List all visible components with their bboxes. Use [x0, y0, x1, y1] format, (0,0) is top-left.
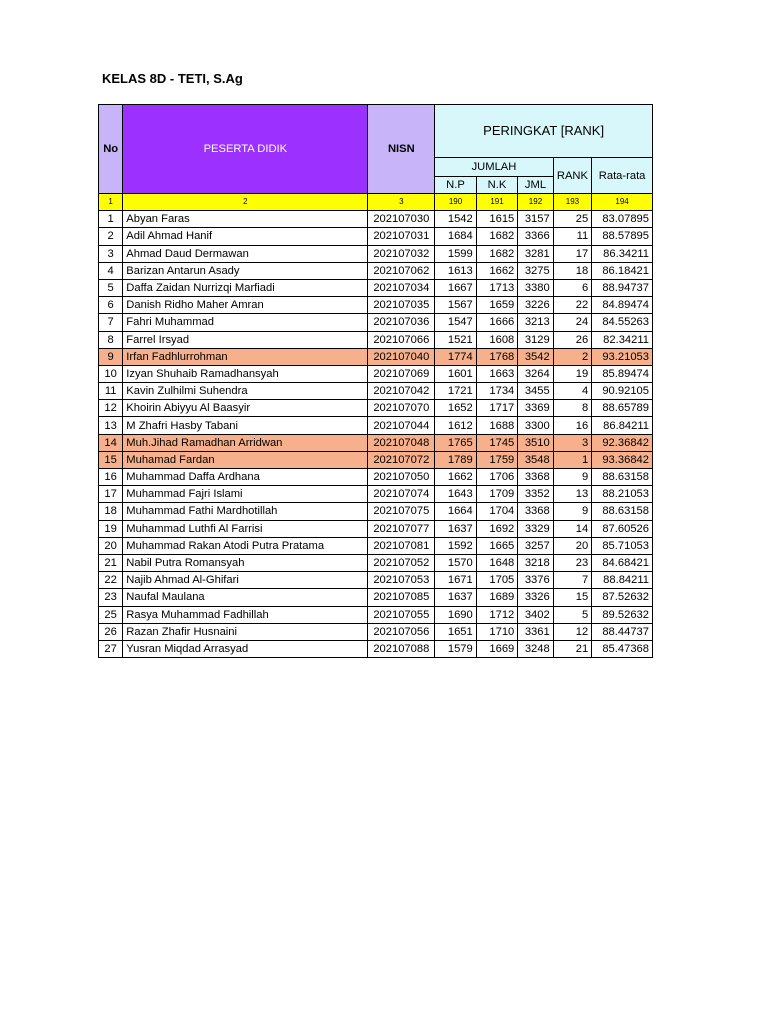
cell-np: 1637	[435, 520, 477, 537]
cell-nisn: 202107030	[368, 211, 435, 228]
header-jumlah: JUMLAH	[435, 158, 553, 177]
cell-jml: 3248	[518, 640, 553, 657]
table-row	[99, 451, 653, 468]
cell-np: 1690	[435, 606, 477, 623]
cell-jml: 3213	[518, 314, 553, 331]
cell-student-name: Danish Ridho Maher Amran	[123, 297, 368, 314]
cell-no: 25	[99, 606, 123, 623]
cell-nk: 1659	[476, 297, 518, 314]
header-rank: RANK	[553, 158, 591, 194]
cell-jml: 3376	[518, 572, 553, 589]
cell-average: 85.47368	[592, 640, 653, 657]
cell-rank: 6	[553, 279, 591, 296]
index-cell: 2	[123, 194, 368, 211]
cell-average: 84.68421	[592, 554, 653, 571]
cell-np: 1612	[435, 417, 477, 434]
cell-nk: 1669	[476, 640, 518, 657]
cell-np: 1643	[435, 486, 477, 503]
cell-average: 85.89474	[592, 365, 653, 382]
table-row	[99, 365, 653, 382]
cell-student-name: Barizan Antarun Asady	[123, 262, 368, 279]
cell-np: 1601	[435, 365, 477, 382]
cell-nisn: 202107048	[368, 434, 435, 451]
cell-jml: 3368	[518, 503, 553, 520]
cell-student-name: Najib Ahmad Al-Ghifari	[123, 572, 368, 589]
cell-average: 82.34211	[592, 331, 653, 348]
cell-nisn: 202107062	[368, 262, 435, 279]
cell-np: 1521	[435, 331, 477, 348]
cell-nisn: 202107031	[368, 228, 435, 245]
cell-rank: 4	[553, 383, 591, 400]
cell-np: 1671	[435, 572, 477, 589]
cell-no: 21	[99, 554, 123, 571]
cell-student-name: Abyan Faras	[123, 211, 368, 228]
cell-np: 1613	[435, 262, 477, 279]
cell-no: 22	[99, 572, 123, 589]
cell-nisn: 202107056	[368, 623, 435, 640]
cell-nk: 1682	[476, 228, 518, 245]
cell-np: 1592	[435, 537, 477, 554]
cell-rank: 25	[553, 211, 591, 228]
cell-nisn: 202107035	[368, 297, 435, 314]
cell-np: 1667	[435, 279, 477, 296]
cell-nisn: 202107042	[368, 383, 435, 400]
cell-average: 87.52632	[592, 589, 653, 606]
table-row	[99, 228, 653, 245]
cell-no: 20	[99, 537, 123, 554]
cell-jml: 3264	[518, 365, 553, 382]
header-no: No	[99, 105, 123, 194]
cell-average: 89.52632	[592, 606, 653, 623]
cell-no: 26	[99, 623, 123, 640]
cell-average: 88.84211	[592, 572, 653, 589]
cell-nk: 1713	[476, 279, 518, 296]
cell-jml: 3402	[518, 606, 553, 623]
index-cell: 191	[476, 194, 518, 211]
cell-nk: 1717	[476, 400, 518, 417]
cell-jml: 3257	[518, 537, 553, 554]
cell-rank: 26	[553, 331, 591, 348]
cell-np: 1637	[435, 589, 477, 606]
cell-student-name: Irfan Fadhlurrohman	[123, 348, 368, 365]
cell-average: 88.63158	[592, 503, 653, 520]
cell-student-name: Farrel Irsyad	[123, 331, 368, 348]
table-row	[99, 400, 653, 417]
index-cell: 193	[553, 194, 591, 211]
cell-jml: 3380	[518, 279, 553, 296]
table-row	[99, 211, 653, 228]
sheet-title: KELAS 8D - TETI, S.Ag	[102, 71, 243, 86]
cell-rank: 19	[553, 365, 591, 382]
cell-rank: 1	[553, 451, 591, 468]
cell-rank: 16	[553, 417, 591, 434]
cell-average: 87.60526	[592, 520, 653, 537]
cell-student-name: Naufal Maulana	[123, 589, 368, 606]
cell-no: 14	[99, 434, 123, 451]
cell-np: 1789	[435, 451, 477, 468]
cell-nk: 1709	[476, 486, 518, 503]
cell-nisn: 202107055	[368, 606, 435, 623]
cell-nisn: 202107069	[368, 365, 435, 382]
cell-no: 9	[99, 348, 123, 365]
cell-jml: 3369	[518, 400, 553, 417]
cell-no: 10	[99, 365, 123, 382]
header-jml: JML	[518, 176, 553, 193]
cell-jml: 3218	[518, 554, 553, 571]
cell-jml: 3368	[518, 469, 553, 486]
cell-jml: 3226	[518, 297, 553, 314]
cell-nk: 1608	[476, 331, 518, 348]
cell-nisn: 202107085	[368, 589, 435, 606]
cell-no: 3	[99, 245, 123, 262]
header-nk: N.K	[476, 176, 518, 193]
index-cell: 1	[99, 194, 123, 211]
table-row	[99, 640, 653, 657]
cell-rank: 17	[553, 245, 591, 262]
cell-student-name: Muhammad Fathi Mardhotillah	[123, 503, 368, 520]
index-cell: 190	[435, 194, 477, 211]
cell-jml: 3510	[518, 434, 553, 451]
cell-average: 88.94737	[592, 279, 653, 296]
cell-no: 5	[99, 279, 123, 296]
cell-nk: 1682	[476, 245, 518, 262]
cell-jml: 3455	[518, 383, 553, 400]
table-row	[99, 606, 653, 623]
cell-student-name: Muhammad Luthfi Al Farrisi	[123, 520, 368, 537]
cell-jml: 3157	[518, 211, 553, 228]
cell-nisn: 202107052	[368, 554, 435, 571]
table-row	[99, 503, 653, 520]
cell-nk: 1692	[476, 520, 518, 537]
cell-rank: 2	[553, 348, 591, 365]
cell-rank: 9	[553, 469, 591, 486]
table-row	[99, 469, 653, 486]
cell-nisn: 202107034	[368, 279, 435, 296]
table-row	[99, 434, 653, 451]
cell-nisn: 202107066	[368, 331, 435, 348]
cell-nk: 1662	[476, 262, 518, 279]
cell-np: 1652	[435, 400, 477, 417]
cell-student-name: Kavin Zulhilmi Suhendra	[123, 383, 368, 400]
table-row	[99, 262, 653, 279]
cell-no: 7	[99, 314, 123, 331]
cell-rank: 8	[553, 400, 591, 417]
header-np: N.P	[435, 176, 477, 193]
cell-nk: 1666	[476, 314, 518, 331]
header-peserta-didik: PESERTA DIDIK	[123, 105, 368, 194]
cell-nk: 1706	[476, 469, 518, 486]
cell-average: 93.36842	[592, 451, 653, 468]
cell-rank: 3	[553, 434, 591, 451]
cell-rank: 24	[553, 314, 591, 331]
cell-rank: 5	[553, 606, 591, 623]
cell-no: 27	[99, 640, 123, 657]
cell-student-name: M Zhafri Hasby Tabani	[123, 417, 368, 434]
table-row	[99, 623, 653, 640]
cell-nisn: 202107074	[368, 486, 435, 503]
cell-average: 85.71053	[592, 537, 653, 554]
column-index-row	[99, 194, 653, 211]
cell-nk: 1704	[476, 503, 518, 520]
cell-no: 8	[99, 331, 123, 348]
cell-nk: 1710	[476, 623, 518, 640]
cell-jml: 3548	[518, 451, 553, 468]
cell-average: 84.55263	[592, 314, 653, 331]
cell-nisn: 202107032	[368, 245, 435, 262]
cell-np: 1765	[435, 434, 477, 451]
cell-rank: 22	[553, 297, 591, 314]
table-row	[99, 314, 653, 331]
cell-student-name: Razan Zhafir Husnaini	[123, 623, 368, 640]
table-row	[99, 554, 653, 571]
cell-nisn: 202107088	[368, 640, 435, 657]
cell-jml: 3275	[518, 262, 553, 279]
cell-nisn: 202107044	[368, 417, 435, 434]
cell-rank: 18	[553, 262, 591, 279]
cell-average: 90.92105	[592, 383, 653, 400]
cell-nisn: 202107040	[368, 348, 435, 365]
header-nisn: NISN	[368, 105, 435, 194]
cell-student-name: Nabil Putra Romansyah	[123, 554, 368, 571]
cell-no: 17	[99, 486, 123, 503]
cell-rank: 12	[553, 623, 591, 640]
cell-np: 1579	[435, 640, 477, 657]
cell-nisn: 202107075	[368, 503, 435, 520]
cell-student-name: Khoirin Abiyyu Al Baasyir	[123, 400, 368, 417]
cell-student-name: Muhammad Fajri Islami	[123, 486, 368, 503]
index-cell: 3	[368, 194, 435, 211]
cell-nk: 1615	[476, 211, 518, 228]
cell-no: 18	[99, 503, 123, 520]
cell-nk: 1665	[476, 537, 518, 554]
table-row	[99, 279, 653, 296]
cell-np: 1662	[435, 469, 477, 486]
cell-np: 1721	[435, 383, 477, 400]
index-cell: 194	[592, 194, 653, 211]
cell-nk: 1688	[476, 417, 518, 434]
cell-no: 1	[99, 211, 123, 228]
cell-student-name: Muh.Jihad Ramadhan Arridwan	[123, 434, 368, 451]
cell-nk: 1663	[476, 365, 518, 382]
cell-average: 88.44737	[592, 623, 653, 640]
table-row	[99, 417, 653, 434]
cell-rank: 11	[553, 228, 591, 245]
cell-student-name: Yusran Miqdad Arrasyad	[123, 640, 368, 657]
cell-jml: 3129	[518, 331, 553, 348]
table-row	[99, 297, 653, 314]
cell-average: 88.65789	[592, 400, 653, 417]
cell-jml: 3329	[518, 520, 553, 537]
cell-np: 1599	[435, 245, 477, 262]
cell-no: 23	[99, 589, 123, 606]
cell-jml: 3281	[518, 245, 553, 262]
cell-nk: 1648	[476, 554, 518, 571]
table-row	[99, 348, 653, 365]
cell-np: 1651	[435, 623, 477, 640]
cell-average: 86.84211	[592, 417, 653, 434]
cell-average: 92.36842	[592, 434, 653, 451]
table-row	[99, 383, 653, 400]
cell-average: 86.18421	[592, 262, 653, 279]
cell-nk: 1745	[476, 434, 518, 451]
cell-np: 1774	[435, 348, 477, 365]
cell-no: 16	[99, 469, 123, 486]
cell-np: 1567	[435, 297, 477, 314]
cell-nisn: 202107081	[368, 537, 435, 554]
cell-average: 88.63158	[592, 469, 653, 486]
cell-student-name: Ahmad Daud Dermawan	[123, 245, 368, 262]
cell-rank: 20	[553, 537, 591, 554]
cell-student-name: Muhammad Rakan Atodi Putra Pratama	[123, 537, 368, 554]
header-rata-rata: Rata-rata	[592, 158, 653, 194]
cell-np: 1542	[435, 211, 477, 228]
cell-student-name: Daffa Zaidan Nurrizqi Marfiadi	[123, 279, 368, 296]
cell-student-name: Rasya Muhammad Fadhillah	[123, 606, 368, 623]
cell-rank: 15	[553, 589, 591, 606]
cell-nisn: 202107053	[368, 572, 435, 589]
table-row	[99, 589, 653, 606]
cell-np: 1570	[435, 554, 477, 571]
cell-jml: 3300	[518, 417, 553, 434]
cell-rank: 21	[553, 640, 591, 657]
cell-average: 88.21053	[592, 486, 653, 503]
cell-jml: 3352	[518, 486, 553, 503]
table-row	[99, 245, 653, 262]
cell-rank: 23	[553, 554, 591, 571]
table-row	[99, 572, 653, 589]
cell-nisn: 202107077	[368, 520, 435, 537]
table-row	[99, 537, 653, 554]
table-row	[99, 331, 653, 348]
cell-student-name: Muhammad Daffa Ardhana	[123, 469, 368, 486]
cell-no: 19	[99, 520, 123, 537]
cell-nisn: 202107070	[368, 400, 435, 417]
cell-average: 83.07895	[592, 211, 653, 228]
table-row	[99, 520, 653, 537]
cell-np: 1547	[435, 314, 477, 331]
cell-average: 84.89474	[592, 297, 653, 314]
header-peringkat: PERINGKAT [RANK]	[435, 105, 653, 158]
cell-np: 1664	[435, 503, 477, 520]
cell-rank: 9	[553, 503, 591, 520]
cell-no: 12	[99, 400, 123, 417]
cell-no: 4	[99, 262, 123, 279]
cell-nk: 1734	[476, 383, 518, 400]
cell-student-name: Muhamad Fardan	[123, 451, 368, 468]
cell-student-name: Adil Ahmad Hanif	[123, 228, 368, 245]
cell-average: 93.21053	[592, 348, 653, 365]
cell-nisn: 202107050	[368, 469, 435, 486]
cell-rank: 7	[553, 572, 591, 589]
cell-average: 86.34211	[592, 245, 653, 262]
cell-jml: 3326	[518, 589, 553, 606]
index-cell: 192	[518, 194, 553, 211]
cell-jml: 3542	[518, 348, 553, 365]
table-row	[99, 486, 653, 503]
cell-nisn: 202107036	[368, 314, 435, 331]
cell-rank: 14	[553, 520, 591, 537]
cell-nk: 1712	[476, 606, 518, 623]
cell-no: 11	[99, 383, 123, 400]
cell-student-name: Izyan Shuhaib Ramadhansyah	[123, 365, 368, 382]
cell-nk: 1705	[476, 572, 518, 589]
cell-no: 13	[99, 417, 123, 434]
cell-student-name: Fahri Muhammad	[123, 314, 368, 331]
ranking-table	[98, 104, 653, 658]
cell-nk: 1759	[476, 451, 518, 468]
cell-no: 6	[99, 297, 123, 314]
cell-jml: 3361	[518, 623, 553, 640]
cell-nisn: 202107072	[368, 451, 435, 468]
cell-no: 2	[99, 228, 123, 245]
cell-no: 15	[99, 451, 123, 468]
cell-jml: 3366	[518, 228, 553, 245]
cell-rank: 13	[553, 486, 591, 503]
cell-average: 88.57895	[592, 228, 653, 245]
cell-nk: 1768	[476, 348, 518, 365]
cell-nk: 1689	[476, 589, 518, 606]
cell-np: 1684	[435, 228, 477, 245]
